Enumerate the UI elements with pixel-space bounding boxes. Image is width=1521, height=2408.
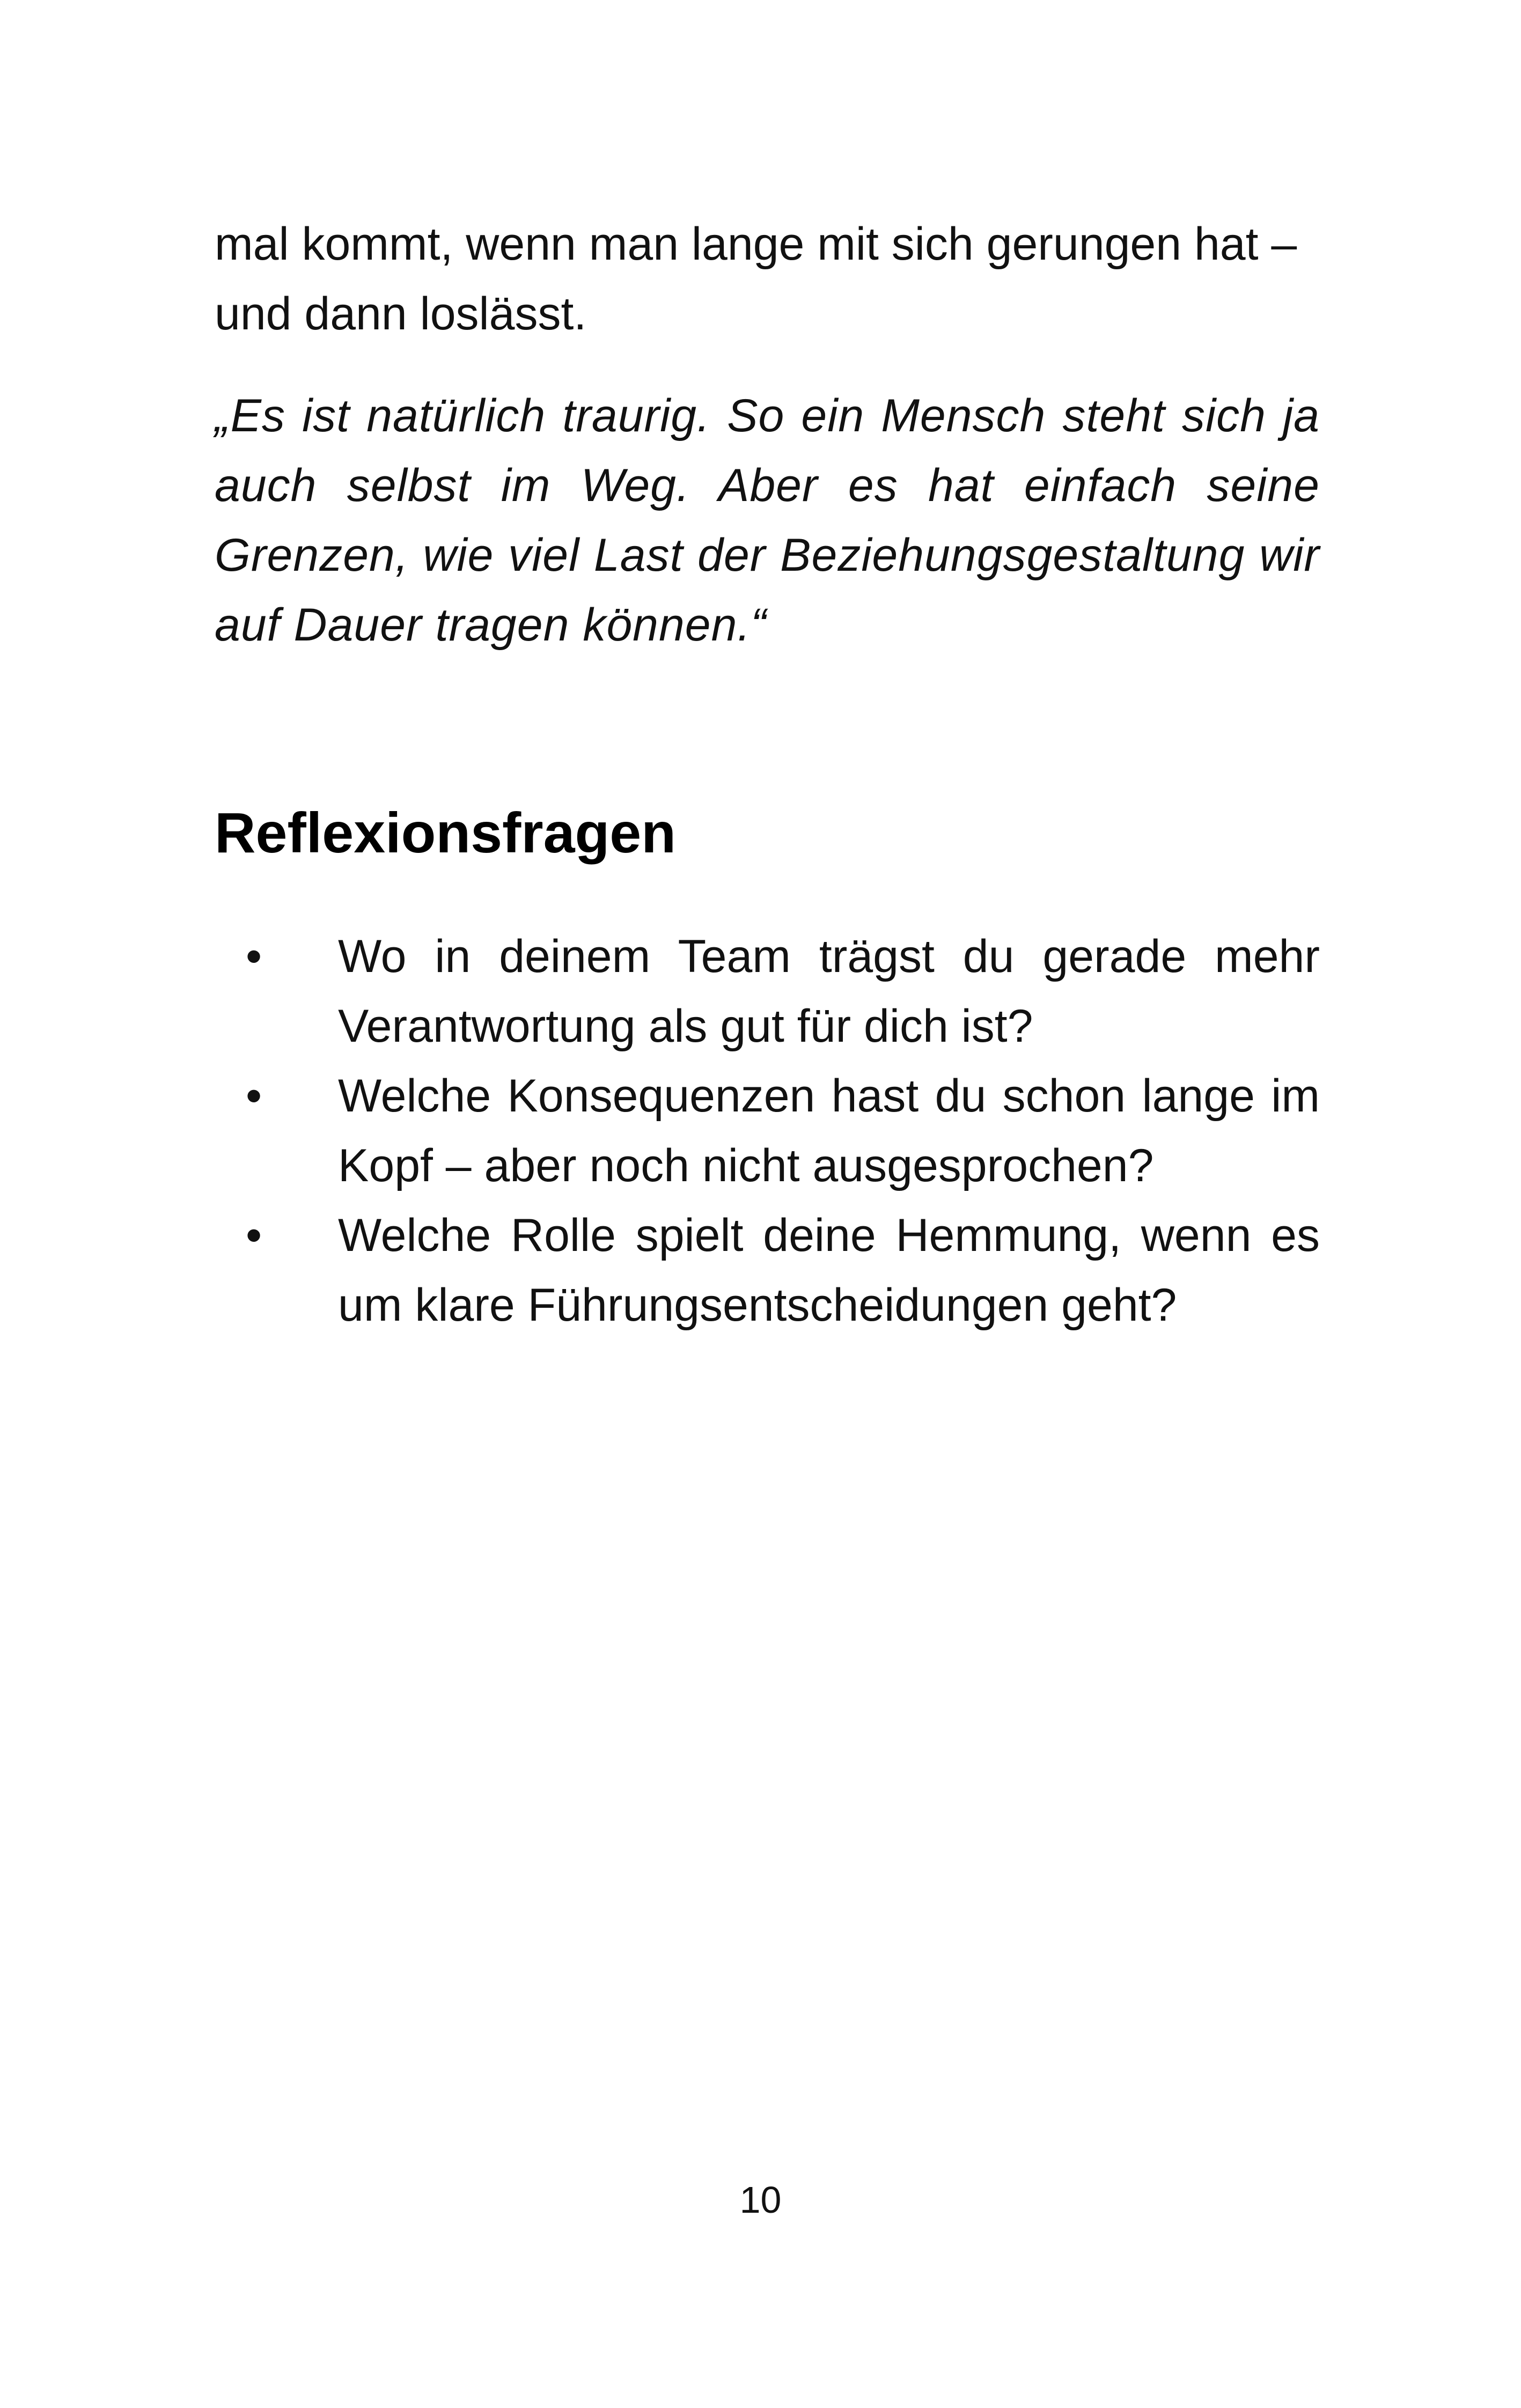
question-text: Welche Konsequenzen hast du schon lange im Kopf – aber noch nicht ausgesprochen? [338,1070,1320,1191]
question-text: Wo in deinem Team trägst du gerade mehr Verantwortung als gut für dich ist? [338,931,1320,1052]
bullet-icon: • [246,931,262,982]
bullet-icon: • [246,1210,262,1261]
body-paragraph: mal kommt, wenn man lange mit sich gerungen hat – und dann loslässt. [215,218,1297,340]
list-item [215,922,1320,1061]
bullet-icon: • [246,1070,262,1122]
list-item [215,1201,1320,1340]
list-item [215,1061,1320,1201]
question-text: Welche Rolle spielt deine Hemmung, wenn es um klare Führungsentscheidungen geht? [338,1210,1320,1331]
quote-paragraph: „Es ist natürlich traurig. So ein Mensch steht sich ja auch selbst im Weg. Aber es hat einfach seine Grenzen, wie viel Last der Beziehungsgestaltung wir auf Dauer tragen können.“ [215,390,1320,651]
page-number: 10 [739,2179,782,2221]
section-heading: Reflexionsfragen [215,801,677,865]
reflection-question-list [215,922,1320,1340]
